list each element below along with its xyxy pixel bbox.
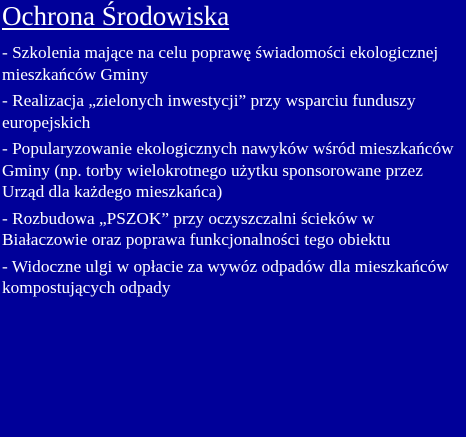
- bullet-item: - Widoczne ulgi w opłacie za wywóz odpadów dla mieszkańców kompostujących odpady: [2, 256, 449, 297]
- bullet-item: - Szkolenia mające na celu poprawę świadomości ekologicznej mieszkańców Gminy: [2, 43, 439, 84]
- bullet-item: - Rozbudowa „PSZOK” przy oczyszczalni ścieków w Białaczowie oraz poprawa funkcjonalności tego obiektu: [2, 208, 391, 249]
- bullet-list: [2, 42, 464, 304]
- slide-title: Ochrona Środowiska: [2, 1, 230, 31]
- bullet-item: - Popularyzowanie ekologicznych nawyków wśród mieszkańców Gminy (np. torby wielokrotnego użytku sponsorowane przez Urząd dla każdego mieszkańca): [2, 139, 454, 201]
- bullet-item: - Realizacja „zielonych inwestycji” przy wsparciu funduszy europejskich: [2, 91, 416, 132]
